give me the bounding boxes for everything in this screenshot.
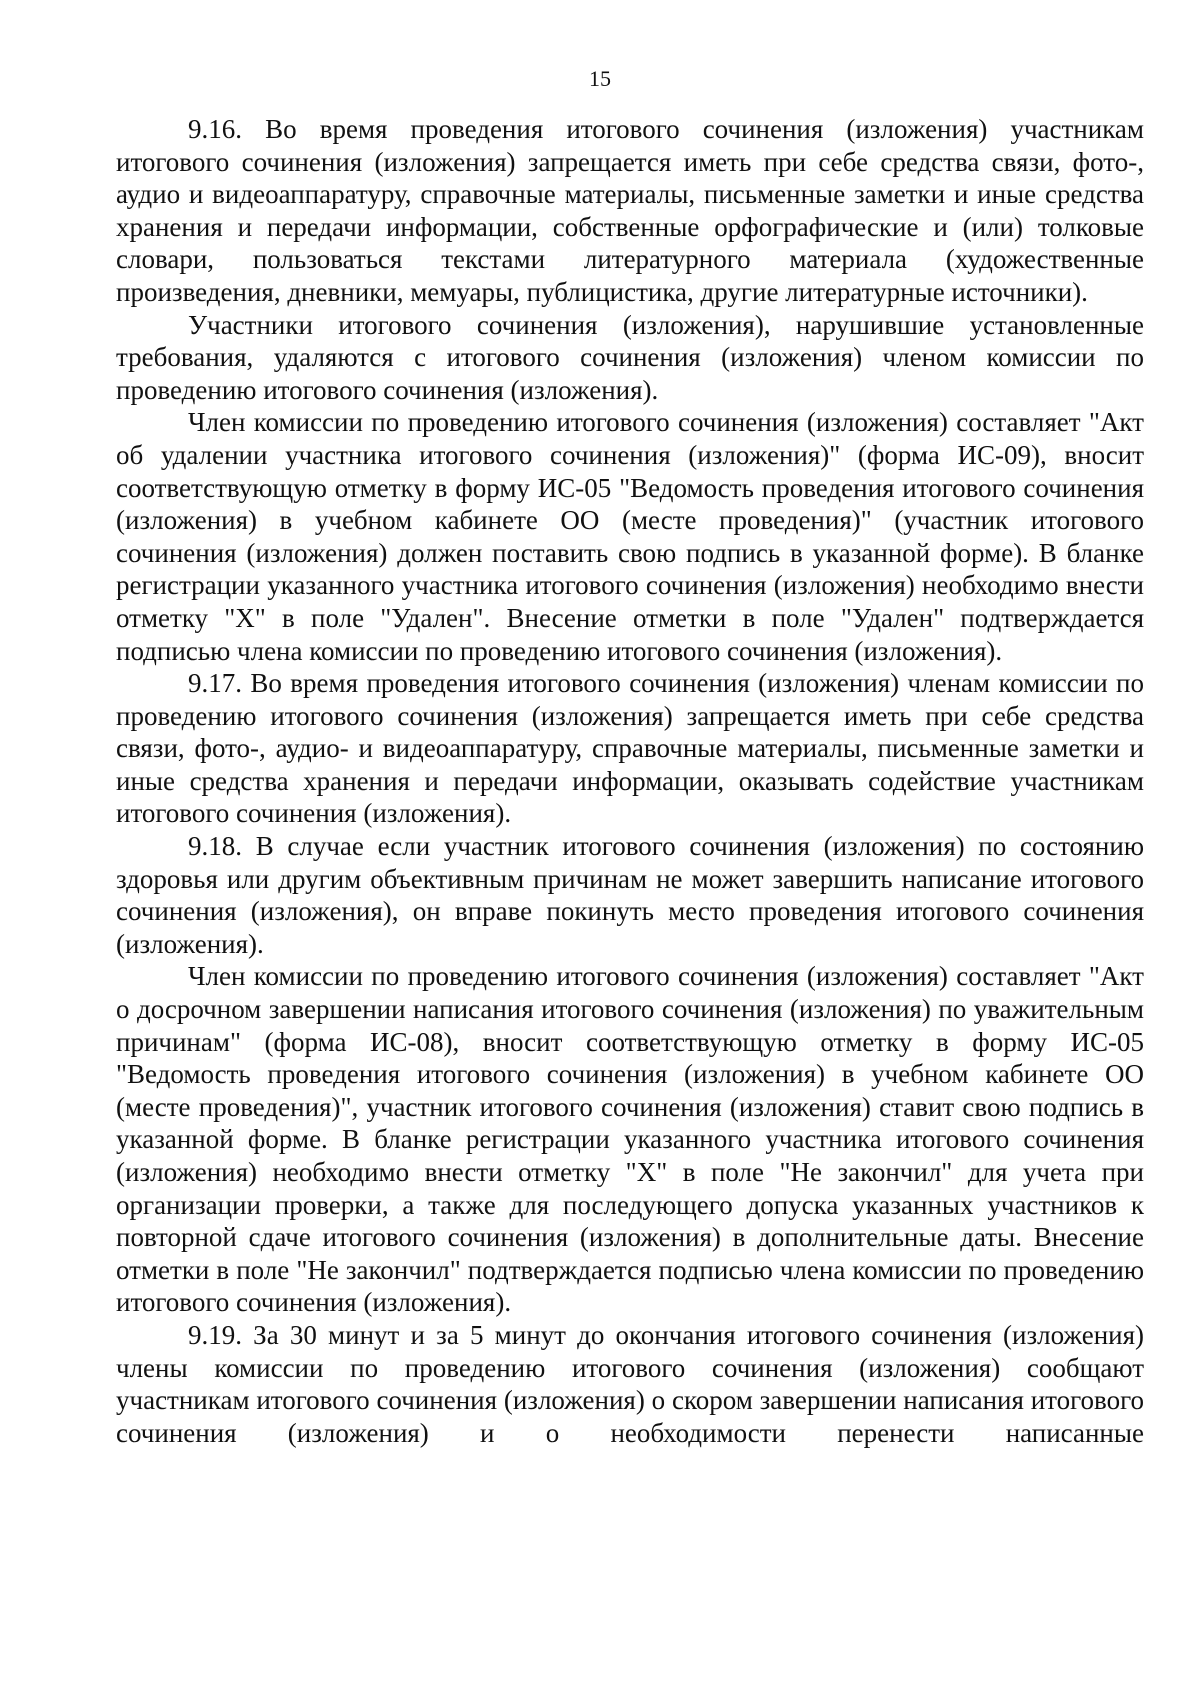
paragraph-early-completion-act: Член комиссии по проведению итогового сочинения (изложения) составляет "Акт о досрочном завершении написания итогового сочинения (изложения) по уважительным причинам" (форма ИС-08), вносит соответствующую отметку в форму ИС-05 "Ведомость проведения итогового сочинения (изложения) в учебном кабинете ОО (месте проведения)", участник итогового сочинения (изложения) ставит свою подпись в указанной форме. В бланке регистрации указанного участника итогового сочинения (изложения) необходимо внести отметку "Х" в поле "Не закончил" для учета при организации проверки, а также для последующего допуска указанных участников к повторной сдаче итогового сочинения (изложения) в дополнительные даты. Внесение отметки в поле "Не закончил" подтверждается подписью члена комиссии по проведению итогового сочинения (изложения). [116, 961, 1144, 1318]
paragraph-9-19: 9.19. За 30 минут и за 5 минут до окончания итогового сочинения (изложения) члены комиссии по проведению итогового сочинения (изложения) сообщают участникам итогового сочинения (изложения) о скором завершении написания итогового сочинения (изложения) и о необходимости перенести написанные [116, 1319, 1144, 1448]
document-body [116, 113, 1144, 1449]
paragraph-removed-participants: Участники итогового сочинения (изложения), нарушившие установленные требования, удаляются с итогового сочинения (изложения) членом комиссии по проведению итогового сочинения (изложения). [116, 309, 1144, 405]
paragraph-9-16: 9.16. Во время проведения итогового сочинения (изложения) участникам итогового сочинения (изложения) запрещается иметь при себе средства связи, фото-, аудио и видеоаппаратуру, справочные материалы, письменные заметки и иные средства хранения и передачи информации, собственные орфографические и (или) толковые словари, пользоваться текстами литературного материала (художественные произведения, дневники, мемуары, публицистика, другие литературные источники). [116, 114, 1144, 307]
paragraph-9-17: 9.17. Во время проведения итогового сочинения (изложения) членам комиссии по проведению итогового сочинения (изложения) запрещается иметь при себе средства связи, фото-, аудио- и видеоаппаратуру, справочные материалы, письменные заметки и иные средства хранения и передачи информации, оказывать содействие участникам итогового сочинения (изложения). [116, 668, 1144, 829]
paragraph-9-18: 9.18. В случае если участник итогового сочинения (изложения) по состоянию здоровья или другим объективным причинам не может завершить написание итогового сочинения (изложения), он вправе покинуть место проведения итогового сочинения (изложения). [116, 831, 1144, 959]
paragraph-removal-act: Член комиссии по проведению итогового сочинения (изложения) составляет "Акт об удалении участника итогового сочинения (изложения)" (форма ИС-09), вносит соответствующую отметку в форму ИС-05 "Ведомость проведения итогового сочинения (изложения) в учебном кабинете ОО (месте проведения)" (участник итогового сочинения (изложения) должен поставить свою подпись в указанной форме). В бланке регистрации указанного участника итогового сочинения (изложения) необходимо внести отметку "Х" в поле "Удален". Внесение отметки в поле "Удален" подтверждается подписью члена комиссии по проведению итогового сочинения (изложения). [116, 407, 1144, 666]
page-number: 15 [589, 66, 611, 91]
